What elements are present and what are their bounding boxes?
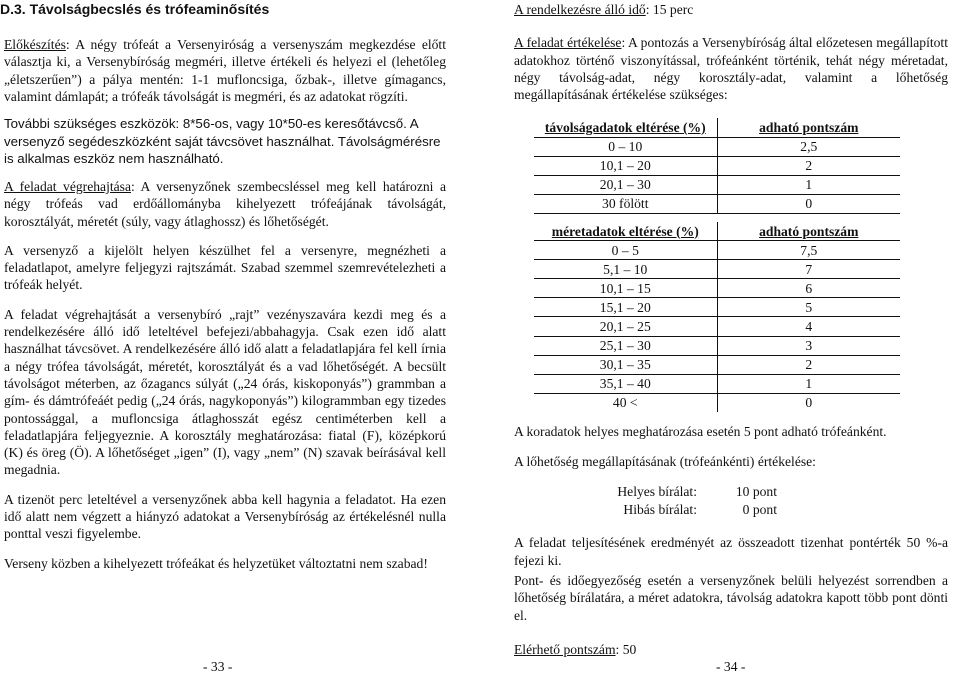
forbidden-paragraph: Verseny közben a kihelyezett trófeákat és helyzetüket változtatni nem szabad! [4, 555, 428, 571]
ties-paragraph: Pont- és időegyezőség esetén a versenyzőnek belüli helyezést sorrendben a lőhetőség bírálatára, a méret adatokra, távolság adatokra kapott több pont dönti el. [514, 573, 948, 623]
distance-table-header [534, 118, 900, 137]
task-paragraph [4, 178, 446, 230]
shootability-title: A lőhetőség megállapításának (trófeánkénti) értékelése: [514, 454, 816, 470]
table-row: 15,1 – 20 5 [534, 298, 900, 317]
tools-paragraph: További szükséges eszközök: 8*56-os, vagy 10*50-es keresőtávcső. A versenyző segédeszközként saját távcsövet használhat. Távolságmérésre is alkalmas eszköz nem használható. [4, 116, 441, 167]
table-row: 20,1 – 25 4 [534, 317, 900, 336]
page-number-left: - 33 - [203, 659, 233, 674]
table-row: 0 – 5 7,5 [534, 241, 900, 260]
evaluation-paragraph [514, 34, 948, 103]
distance-header-points: adható pontszám [717, 118, 900, 137]
distance-table [534, 118, 900, 213]
evaluation-label: A feladat értékelése [514, 35, 622, 51]
left-page [0, 0, 446, 572]
right-page [514, 0, 948, 658]
shootability-scores [592, 483, 948, 519]
size-table [534, 222, 900, 412]
completion-paragraph: A feladat teljesítésének eredményét az összeadott tizenhat pontérték 50 %-a fejezi ki. [514, 535, 948, 568]
table-row: 10,1 – 20 2 [534, 156, 900, 175]
age-note: A koradatok helyes meghatározása esetén 5 pont adható trófeánként. [514, 423, 887, 439]
table-row: 30 fölött 0 [534, 194, 900, 213]
time-paragraph [514, 1, 948, 18]
table-row: 40 < 0 [534, 393, 900, 412]
correct-judgement-label: Helyes bírálat: [617, 484, 697, 500]
size-header-points: adható pontszám [717, 222, 900, 241]
list-item [592, 483, 948, 501]
page-number-right: - 34 - [716, 659, 746, 674]
task-text: : A versenyzőnek szembecsléssel meg kell határozni a négy trófeás vad erdőállományba kihelyezett trófeájának távolságát, korosztályát, méretét (súly, vagy átlaghossz) és lőhetőségét. [4, 178, 446, 229]
preparation-text: : A négy trófeát a Versenyiróság a versenyszám megkezdése előtt választja ki, a Versenybíróság megméri, illetve értékeli és helyezi el (lehetőleg „életszerűen”) a pálya mentén: 1-1 mufloncsiga, őzbak-, illetve gímagancs, valamint dámlapát; a trófeák távolságát is megméri, és az adatokat rögzíti. [4, 37, 446, 104]
correct-judgement-value: 10 pont [735, 484, 777, 500]
max-points-label: Elérhető pontszám [514, 641, 616, 657]
size-table-header [534, 222, 900, 241]
deadline-paragraph: A tizenöt perc leteltével a versenyzőnek abba kell hagynia a feladatot. Ha ezen idő alatt nem végzett a hiányzó adatokat a Versenybíróság az értékelésnél nulla ponttal veszi figyelembe. [4, 491, 446, 542]
table-row: 20,1 – 30 1 [534, 175, 900, 194]
max-points-paragraph [514, 641, 948, 658]
execution-paragraph: A feladat végrehajtását a versenybíró „rajt” vezényszavára kezdi meg és a rendelkezésére álló idő leteltével befejezi/abbahagyja. Csak ezen idő alatt használhat távcsövet. A rendelkezésére álló idő alatt a feladatlapjára fel kell írnia a négy trófea távolságát, méretét, korosztályát és a vad lőhetőségét. A becsült távolságot méterben, az őzagancs súlyát („24 órás, kiskoponyás”) grammban a gím- és dámtrófeáét pedig („24 órás, nagykoponyás”) kilogrammban egy tizedes pontossággal, a mufloncsiga átlaghosszát egész centiméterben kell a feladatlapjára feljegyeznie. A korosztály meghatározása: fiatal (F), középkorú (K) és öreg (Ö). A lőhetőséget „igen” (I), vagy „nem” (N) szavak beírásával kell megadnia. [4, 306, 446, 478]
time-label: A rendelkezésre álló idő [514, 2, 646, 17]
table-row: 5,1 – 10 7 [534, 260, 900, 279]
preparation-label: Előkészítés [4, 37, 66, 52]
wrong-judgement-value: 0 pont [742, 502, 777, 518]
table-row: 0 – 10 2,5 [534, 137, 900, 156]
max-points-text: : 50 [615, 641, 637, 657]
wrong-judgement-label: Hibás bírálat: [623, 502, 697, 518]
preparation-paragraph [4, 36, 446, 105]
table-row: 35,1 – 40 1 [534, 374, 900, 393]
table-row: 25,1 – 30 3 [534, 336, 900, 355]
task-label: A feladat végrehajtása [4, 178, 131, 194]
distance-header-deviation: távolságadatok eltérése (%) [534, 118, 717, 137]
table-row: 30,1 – 35 2 [534, 355, 900, 374]
table-row: 10,1 – 15 6 [534, 279, 900, 298]
evaluation-text: : A pontozás a Versenybíróság által előzetesen megállapított adatokhoz történő viszonyítással, trófeánként történik, tehát négy méretadat, négy távolság-adat, négy korosztály-adat, valamint a lőhetőség megállapításának értékelése szükséges: [514, 35, 948, 103]
prepare-paragraph: A versenyző a kijelölt helyen készülhet fel a versenyre, megnézheti a feladatlapot, amelyre feljegyzi rajtszámát. Szabad szemmel szemrevételezheti a trófeák helyét. [4, 242, 446, 293]
section-title: D.3. Távolságbecslés és trófeaminősítés [0, 1, 270, 17]
list-item [592, 501, 948, 519]
time-text: : 15 perc [645, 2, 694, 17]
size-header-deviation: méretadatok eltérése (%) [534, 222, 717, 241]
